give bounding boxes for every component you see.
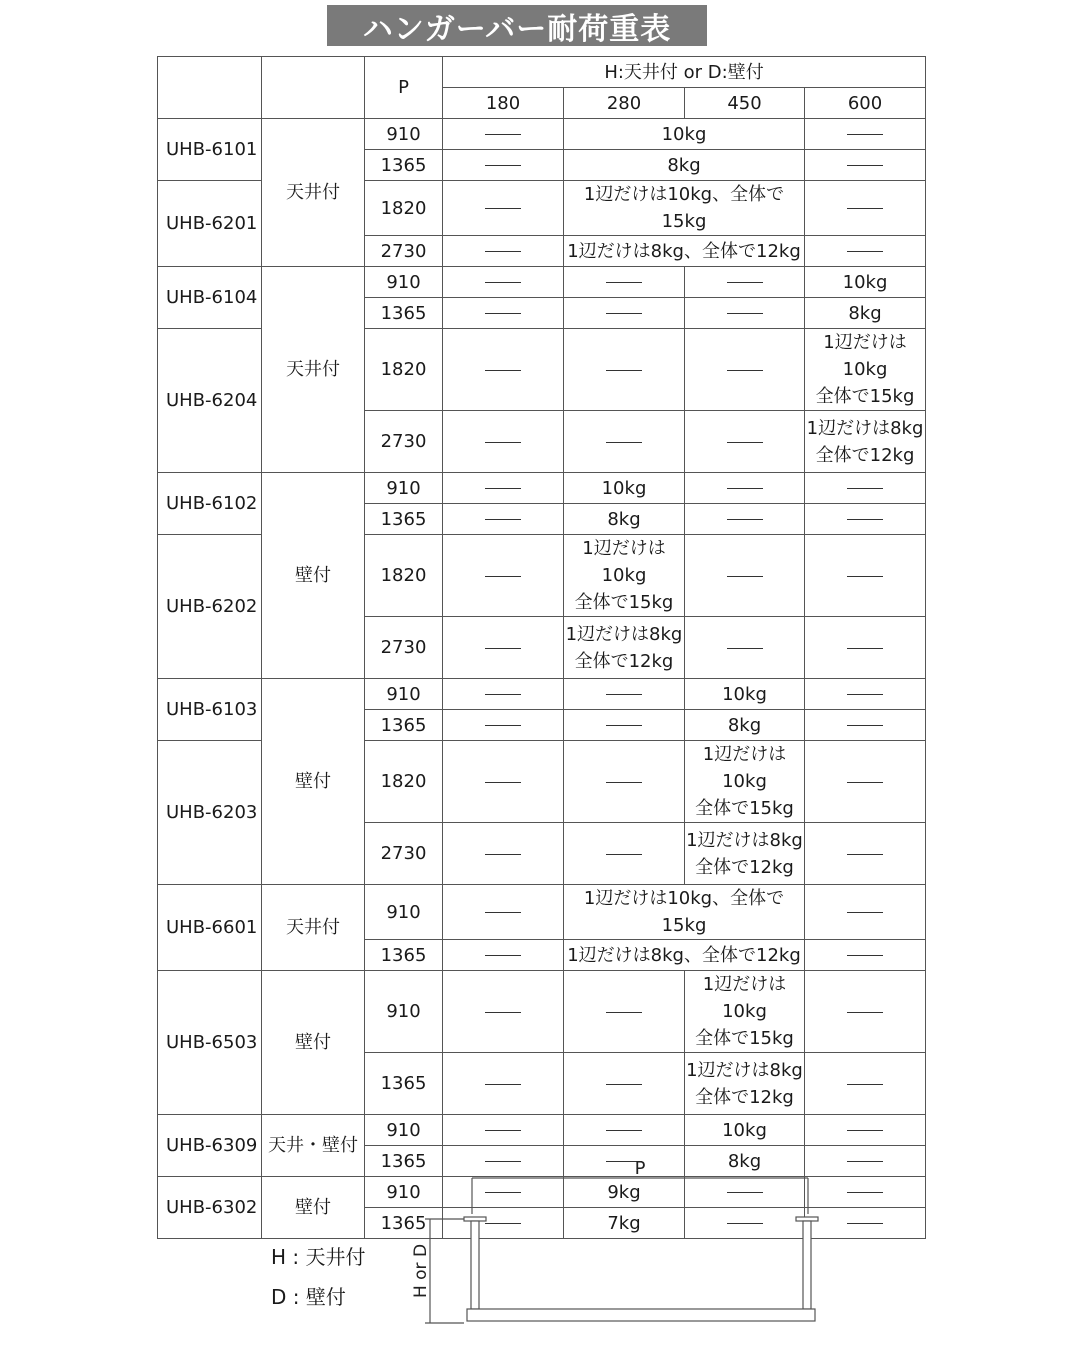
mount-cell: 壁付 [262,679,365,885]
na-cell [564,679,685,710]
na-cell [443,150,564,181]
header-col-180: 180 [443,88,564,119]
p-cell: 2730 [365,236,443,267]
p-cell: 1365 [365,504,443,535]
model-cell: UHB-6102 [158,473,262,535]
load-cell: 1辺だけは10kg 全体で15kg [805,329,926,411]
na-cell [564,710,685,741]
legend-h: H : 天井付 [271,1245,366,1269]
mount-cell: 壁付 [262,473,365,679]
p-cell: 1820 [365,181,443,236]
p-cell: 1365 [365,1053,443,1115]
p-cell: 1820 [365,741,443,823]
na-cell [443,535,564,617]
table-row [158,267,926,298]
na-cell [443,710,564,741]
model-cell: UHB-6202 [158,535,262,679]
load-cell: 10kg [685,679,805,710]
na-cell [805,504,926,535]
load-cell: 1辺だけは8kg 全体で12kg [564,617,685,679]
na-cell [564,1115,685,1146]
na-cell [805,741,926,823]
side-label: H or D [411,1243,431,1299]
na-cell [805,710,926,741]
p-cell: 1365 [365,710,443,741]
load-cell: 1辺だけは8kg 全体で12kg [685,1053,805,1115]
p-cell: 910 [365,1177,443,1208]
na-cell [805,1053,926,1115]
na-cell [805,823,926,885]
na-cell [564,267,685,298]
load-cell: 8kg [805,298,926,329]
p-cell: 910 [365,1115,443,1146]
model-cell: UHB-6204 [158,329,262,473]
na-cell [805,940,926,971]
na-cell [443,940,564,971]
na-cell [685,411,805,473]
load-cell: 1辺だけは10kg、全体で15kg [564,181,805,236]
na-cell [443,298,564,329]
load-cell: 10kg [805,267,926,298]
na-cell [443,119,564,150]
p-cell: 2730 [365,411,443,473]
na-cell [564,411,685,473]
model-cell: UHB-6302 [158,1177,262,1239]
na-cell [805,236,926,267]
na-cell [443,181,564,236]
na-cell [805,1115,926,1146]
load-cell: 8kg [685,1146,805,1177]
model-cell: UHB-6601 [158,885,262,971]
na-cell [805,971,926,1053]
load-cell: 10kg [564,473,685,504]
na-cell [443,473,564,504]
header-col-600: 600 [805,88,926,119]
load-cell: 10kg [564,119,805,150]
na-cell [443,329,564,411]
na-cell [685,617,805,679]
table-row [158,971,926,1053]
header-blank-cell [262,57,365,119]
mount-cell: 天井・壁付 [262,1115,365,1177]
na-cell [443,885,564,940]
na-cell [685,329,805,411]
hanger-bar [467,1309,815,1321]
p-cell: 910 [365,971,443,1053]
load-cell: 8kg [685,710,805,741]
mount-cell: 天井付 [262,119,365,267]
p-cell: 1365 [365,1208,443,1239]
table-header-row [158,57,926,88]
na-cell [443,617,564,679]
load-cell: 8kg [564,504,685,535]
p-cell: 1820 [365,535,443,617]
p-cell: 910 [365,885,443,940]
p-cell: 1365 [365,940,443,971]
p-cell: 2730 [365,617,443,679]
model-cell: UHB-6101 [158,119,262,181]
model-cell: UHB-6104 [158,267,262,329]
table-row [158,679,926,710]
model-cell: UHB-6201 [158,181,262,267]
p-cell: 1365 [365,1146,443,1177]
model-cell: UHB-6309 [158,1115,262,1177]
header-col-450: 450 [685,88,805,119]
load-cell: 7kg [564,1208,685,1239]
p-cell: 1365 [365,150,443,181]
na-cell [805,119,926,150]
na-cell [443,236,564,267]
header-blank-cell [158,57,262,119]
table-row [158,1115,926,1146]
na-cell [805,679,926,710]
left-bracket [471,1221,479,1309]
p-cell: 910 [365,267,443,298]
mount-cell: 壁付 [262,971,365,1115]
na-cell [564,298,685,329]
na-cell [564,741,685,823]
header-p: P [365,57,443,119]
load-cell: 1辺だけは10kg 全体で15kg [685,741,805,823]
na-cell [443,971,564,1053]
na-cell [805,885,926,940]
na-cell [443,267,564,298]
load-cell: 8kg [564,150,805,181]
na-cell [685,504,805,535]
na-cell [564,329,685,411]
mount-cell: 壁付 [262,1177,365,1239]
na-cell [564,823,685,885]
na-cell [443,823,564,885]
load-cell: 1辺だけは8kg 全体で12kg [805,411,926,473]
load-cell: 1辺だけは10kg 全体で15kg [685,971,805,1053]
na-cell [443,504,564,535]
load-cell: 1辺だけは8kg、全体で12kg [564,940,805,971]
table-row [158,119,926,150]
na-cell [443,1053,564,1115]
p-cell: 910 [365,679,443,710]
p-cell: 1820 [365,329,443,411]
p-cell: 1365 [365,298,443,329]
na-cell [685,298,805,329]
load-cell: 1辺だけは8kg、全体で12kg [564,236,805,267]
hanger-bar-diagram [400,1150,840,1335]
model-cell: UHB-6203 [158,741,262,885]
load-table [157,56,926,1239]
na-cell [685,473,805,504]
model-cell: UHB-6503 [158,971,262,1115]
load-cell: 1辺だけは10kg 全体で15kg [564,535,685,617]
table-row [158,473,926,504]
na-cell [805,473,926,504]
na-cell [805,535,926,617]
table-row [158,885,926,940]
na-cell [443,1115,564,1146]
page-title: ハンガーバー耐荷重表 [327,5,707,46]
p-cell: 910 [365,473,443,504]
na-cell [805,150,926,181]
header-col-280: 280 [564,88,685,119]
mount-cell: 天井付 [262,885,365,971]
na-cell [685,267,805,298]
load-cell: 9kg [564,1177,685,1208]
p-label: P [634,1158,646,1179]
na-cell [443,679,564,710]
header-mount-group: H:天井付 or D:壁付 [443,57,926,88]
na-cell [443,411,564,473]
mount-cell: 天井付 [262,267,365,473]
model-cell: UHB-6103 [158,679,262,741]
na-cell [805,617,926,679]
right-bracket [803,1221,811,1309]
p-cell: 910 [365,119,443,150]
na-cell [805,181,926,236]
p-cell: 2730 [365,823,443,885]
load-cell: 1辺だけは8kg 全体で12kg [685,823,805,885]
load-cell: 1辺だけは10kg、全体で15kg [564,885,805,940]
na-cell [564,1053,685,1115]
na-cell [564,971,685,1053]
load-cell: 10kg [685,1115,805,1146]
legend-d: D : 壁付 [271,1285,346,1309]
na-cell [443,741,564,823]
na-cell [685,535,805,617]
